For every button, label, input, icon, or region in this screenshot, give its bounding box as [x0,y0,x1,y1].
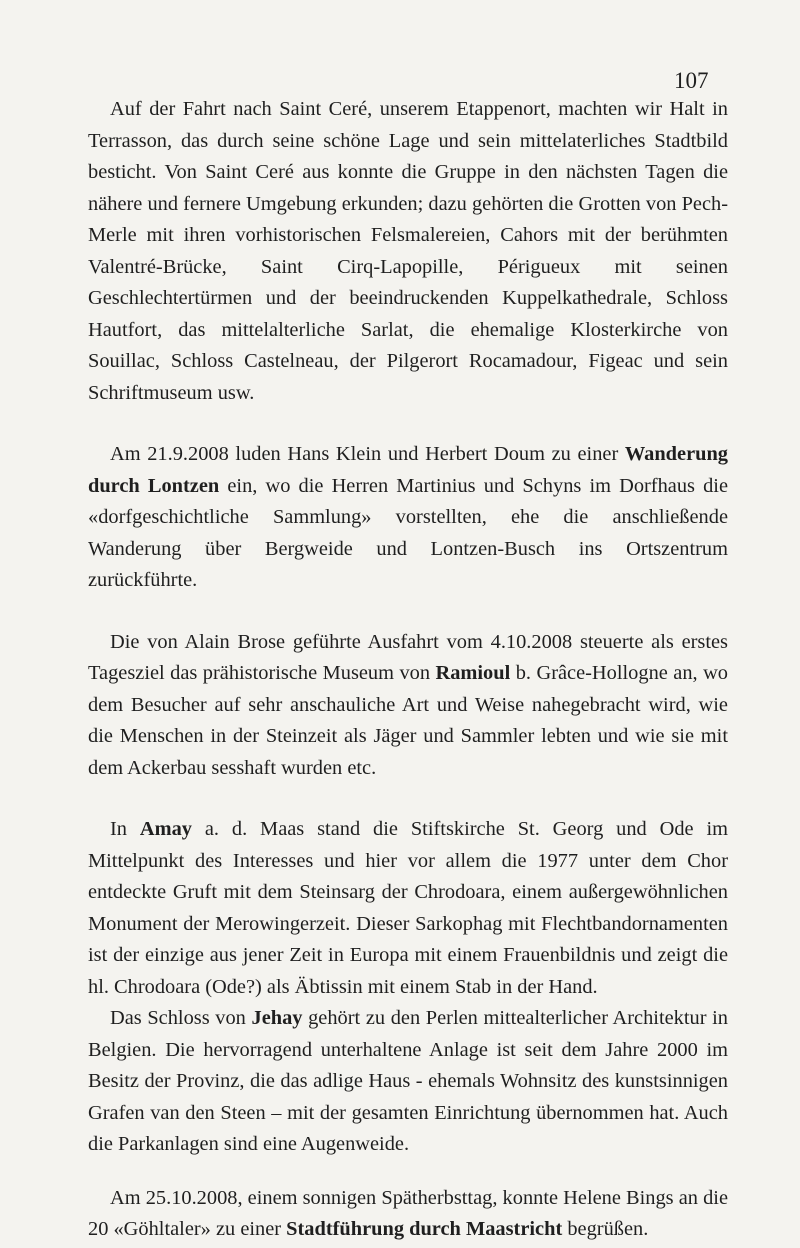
page-body [88,94,728,1246]
text-segment: Die von Alain Brose geführte Ausfahrt vom 4.10.2008 steuerte als erstes Tagesziel das prähistorische Museum von [88,630,728,684]
text-segment: Am 21.9.2008 luden Hans Klein und Herbert Doum zu einer [110,443,625,465]
paragraph-1 [88,94,728,409]
text-segment: ein, wo die Herren Martinius und Schyns im Dorfhaus die «dorfgeschichtliche Sammlung» vorstellten, ehe die anschließende Wanderung über Bergweide und Lontzen-Busch ins Ortszentrum zurückführte. [88,474,729,591]
paragraph-2 [88,439,728,597]
bold-term: Amay [139,818,192,840]
bold-term: Stadtführung durch Maastricht [286,1218,563,1240]
page-number: 107 [674,68,709,93]
text-segment: Das Schloss von [110,1007,252,1029]
text-segment: In [110,818,140,840]
bold-term: Wanderung durch Lontzen [88,443,728,497]
bold-term: Jehay [251,1007,303,1029]
paragraph-3 [88,627,728,785]
text-segment: gehört zu den Perlen mittealterlicher Architektur in Belgien. Die hervorragend unterhaltene Anlage ist seit dem Jahre 2000 im Besitz der Provinz, die das adlige Haus - ehemals Wohnsitz des kunstsinnigen Grafen van den Steen – mit der gesamten Einrichtung übernommen hat. Auch die Parkanlagen sind eine Augenweide. [88,1007,728,1155]
paragraph-5 [88,1003,728,1161]
paragraph-4 [88,814,728,1003]
text-segment: Auf der Fahrt nach Saint Ceré, unserem Etappenort, machten wir Halt in Terrasson, das durch seine schöne Lage und sein mittelaterliches Stadtbild besticht. Von Saint Ceré aus konnte die Gruppe in den nächsten Tagen die nähere und fernere Umgebung erkunden; dazu gehörten die Grotten von Pech-Merle mit ihren vorhistorischen Felsmalereien, Cahors mit der berühmten Valentré-Brücke, Saint Cirq-Lapopille, Périgueux mit seinen Geschlechtertürmen und der beeindruckenden Kuppelkathedrale, Schloss Hautfort, das mittelalterliche Sarlat, die ehemalige Klosterkirche von Souillac, Schloss Castelneau, der Pilgerort Rocamadour, Figeac und sein Schriftmuseum usw. [88,98,728,404]
text-segment: Am 25.10.2008, einem sonnigen Spätherbsttag, konnte Helene Bings an die 20 «Göhltaler» zu einer [88,1186,728,1240]
paragraph-6 [88,1183,728,1246]
text-segment: b. Grâce-Hollogne an, wo dem Besucher auf sehr anschauliche Art und Weise nahegebracht wird, wie die Menschen in der Steinzeit als Jäger und Sammler lebten und wie sie mit dem Ackerbau sesshaft wurden etc. [88,662,728,779]
text-segment: a. d. Maas stand die Stiftskirche St. Georg und Ode im Mittelpunkt des Interesses und hier vor allem die 1977 unter dem Chor entdeckte Gruft mit dem Steinsarg der Chrodoara, einem außergewöhnlichen Monument der Merowingerzeit. Dieser Sarkophag mit Flechtbandornamenten ist der einzige aus jener Zeit in Europa mit einem Frauenbildnis und zeigt die hl. Chrodoara (Ode?) als Äbtissin mit einem Stab in der Hand. [88,818,728,998]
text-segment: begrüßen. [562,1218,649,1240]
bold-term: Ramioul [435,662,511,684]
